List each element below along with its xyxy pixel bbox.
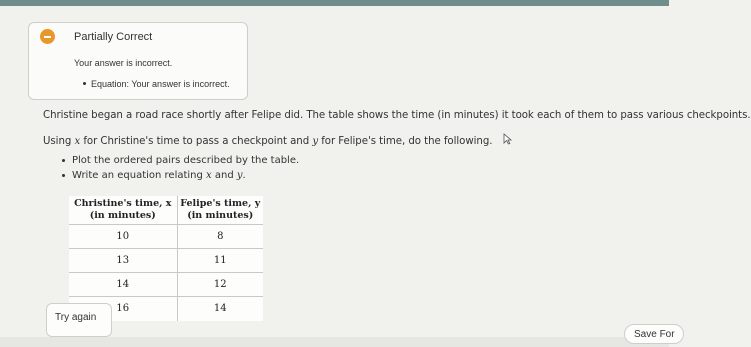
minus-circle-icon (40, 29, 55, 44)
bottom-toolbar (0, 337, 669, 347)
cell-christine: 13 (69, 249, 177, 273)
task-plot: Plot the ordered pairs described by the table. (72, 155, 300, 166)
feedback-detail: Equation: Your answer is incorrect. (91, 79, 230, 89)
try-again-button[interactable]: Try again (46, 303, 112, 337)
math-var-x: x (206, 170, 212, 181)
table-row (69, 273, 263, 297)
column-header-felipe: Felipe's time, y (in minutes) (177, 196, 263, 225)
cell-christine: 16 (69, 297, 177, 321)
instruction-text: Using (43, 136, 75, 147)
cell-christine: 10 (69, 225, 177, 249)
math-var-x: x (74, 136, 81, 147)
save-for-later-button[interactable]: Save For (624, 324, 684, 344)
column-header-christine: Christine's time, x (in minutes) (69, 196, 177, 225)
cursor-icon (503, 133, 513, 145)
table-header-row (69, 196, 263, 225)
table-row (69, 225, 263, 249)
feedback-message: Your answer is incorrect. (74, 58, 173, 68)
instruction-text: for Christine's time to pass a checkpoint and (80, 136, 313, 147)
cell-felipe: 8 (177, 225, 263, 249)
cell-felipe: 12 (177, 273, 263, 297)
table-row (69, 249, 263, 273)
math-var-y: y (236, 170, 243, 181)
instruction-text: for Felipe's time, do the following. (318, 136, 493, 147)
feedback-title: Partially Correct (74, 31, 153, 43)
top-accent-bar (0, 0, 669, 6)
cell-christine: 14 (69, 273, 177, 297)
task-text: . (242, 170, 246, 181)
math-var-y: y (312, 136, 319, 147)
feedback-panel (28, 22, 248, 100)
time-table (69, 196, 263, 321)
problem-instruction (43, 136, 492, 147)
cell-felipe: 11 (177, 249, 263, 273)
problem-intro: Christine began a road race shortly after Felipe did. The table shows the time (in minutes) it took each of them to pass various checkpoints. (43, 110, 751, 121)
cell-felipe: 14 (177, 297, 263, 321)
task-text: Write an equation relating (72, 170, 207, 181)
task-equation (72, 170, 246, 181)
task-text: and (211, 170, 237, 181)
